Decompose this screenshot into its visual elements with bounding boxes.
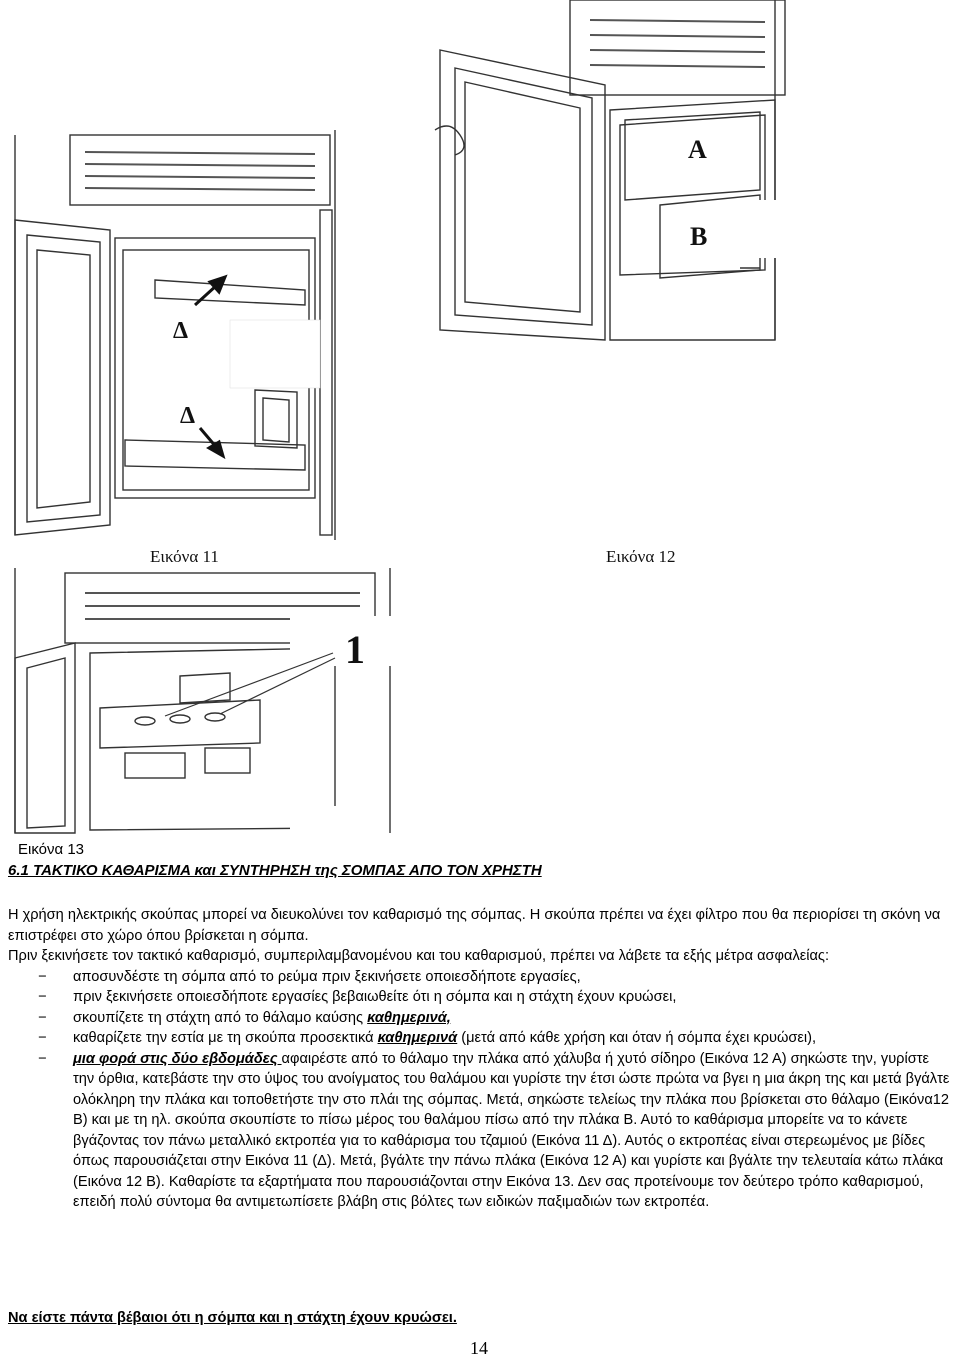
list-item-text: αποσυνδέστε τη σόμπα από το ρεύμα πριν ξεκινήσετε οποιεσδήποτε εργασίες, [73, 968, 581, 985]
figure-13-label-1: 1 [345, 627, 365, 672]
list-item [8, 1008, 953, 1029]
list-item-text: σκουπίζετε τη στάχτη από το θάλαμο καύσης [73, 1009, 368, 1026]
list-item-text-rest: αφαιρέστε από το θάλαμο την πλάκα από χάλυβα ή χυτό σίδηρο (Εικόνα 12 Α) σηκώστε την, γυρίστε την όρθια, κατεβάστε την στο ύψος του ανοίγματος του θαλάμου και γυρίστε την έτσι ώστε πρώτα να βγει η μια άκρη της και μετά βγάλτε ολόκληρη την πλάκα και τοποθετήστε την στο πλάι της σόμπας. Μετά, σηκώστε τελείως την πλάκα που βρίσκεται στο θάλαμο (Εικόνα12 Β) και με τη ηλ. σκούπα σκουπίστε το πίσω μέρος του θαλάμου πίσω από την πλάκα Β. Αυτό το καθάρισμα μπορείτε να το κάνετε βγάζοντας τον πάνω μεταλλικό εκτροπέα για το καθάρισμα του τζαμιού (Εικόνα 11 Δ). Αυτός ο εκτροπέας είναι στερεωμένος με βίδες όπως παρουσιάζεται στην Εικόνα 11 (Δ). Μετά, βγάλτε την πάνω πλάκα (Εικόνα 12 Α) και γυρίστε και βγάλτε την τελευταία κάτω πλάκα (Εικόνα 12 Β). Καθαρίστε τα εξαρτήματα που παρουσιάζονται στην Εικόνα 13. Δεν σας προτείνουμε τον δεύτερο τρόπο καθαρισμού, επειδή πολύ σύντομα θα αντιμετωπίσετε βλάβη στις βόλτες των ειδικών παξιμαδιών των εκτροπέα. [73, 1050, 950, 1210]
list-item-emphasis: καθημερινά, [367, 1009, 451, 1026]
list-dash: − [38, 968, 47, 985]
body-text [8, 905, 953, 1213]
figure-11-drawing [5, 130, 337, 542]
list-dash: − [38, 1050, 47, 1067]
list-item-text: καθαρίζετε την εστία με τη σκούπα προσεκτικά [73, 1030, 378, 1046]
figure-12-drawing [420, 0, 840, 345]
list-dash: − [38, 1030, 47, 1046]
figure-11-caption: Εικόνα 11 [150, 547, 219, 566]
figure-13-drawing [5, 568, 410, 836]
figure-11-label-bottom: Δ [180, 403, 196, 429]
list-item-emphasis: μια φορά στις δύο εβδομάδες [73, 1050, 282, 1067]
list-item [8, 1028, 953, 1049]
safety-list [8, 967, 953, 1213]
figure-11 [5, 130, 337, 542]
list-dash: − [38, 1009, 47, 1026]
list-item [8, 967, 953, 988]
list-item-emphasis: καθημερινά [377, 1030, 458, 1046]
list-item-text: πριν ξεκινήσετε οποιεσδήποτε εργασίες βεβαιωθείτε ότι η σόμπα και η στάχτη έχουν κρυώσει, [73, 989, 677, 1005]
paragraph-1: Η χρήση ηλεκτρικής σκούπας μπορεί να διευκολύνει τον καθαρισμό της σόμπας. Η σκούπα πρέπει να έχει φίλτρο που θα περιορίσει τη σκόνη να επιστρέφει στο χώρο όπου βρίσκεται η σόμπα. [8, 907, 941, 944]
section-heading: 6.1 ΤΑΚΤΙΚΟ ΚΑΘΑΡΙΣΜΑ και ΣΥΝΤΗΡΗΣΗ της ΣΟΜΠΑΣ ΑΠΟ ΤΟΝ ΧΡΗΣΤΗ [8, 862, 542, 879]
figure-13 [5, 568, 410, 836]
figure-13-caption: Εικόνα 13 [18, 841, 85, 858]
list-item [8, 987, 953, 1008]
page-number: 14 [470, 1338, 488, 1358]
figure-12-caption: Εικόνα 12 [606, 547, 676, 566]
list-item-text-rest: (μετά από κάθε χρήση και όταν ή σόμπα έχει κρυώσει), [457, 1030, 817, 1046]
figure-12-label-a: A [688, 135, 707, 164]
figure-12 [420, 0, 840, 345]
list-item [8, 1049, 953, 1213]
final-warning: Να είστε πάντα βέβαιοι ότι η σόμπα και η στάχτη έχουν κρυώσει. [8, 1310, 457, 1326]
paragraph-2: Πριν ξεκινήσετε τον τακτικό καθαρισμό, συμπεριλαμβανομένου και του καθαρισμού, πρέπει να λάβετε τα εξής μέτρα ασφαλείας: [8, 948, 830, 964]
figure-11-label-top: Δ [173, 318, 189, 344]
list-dash: − [38, 989, 47, 1005]
figure-12-label-b: B [690, 222, 708, 251]
